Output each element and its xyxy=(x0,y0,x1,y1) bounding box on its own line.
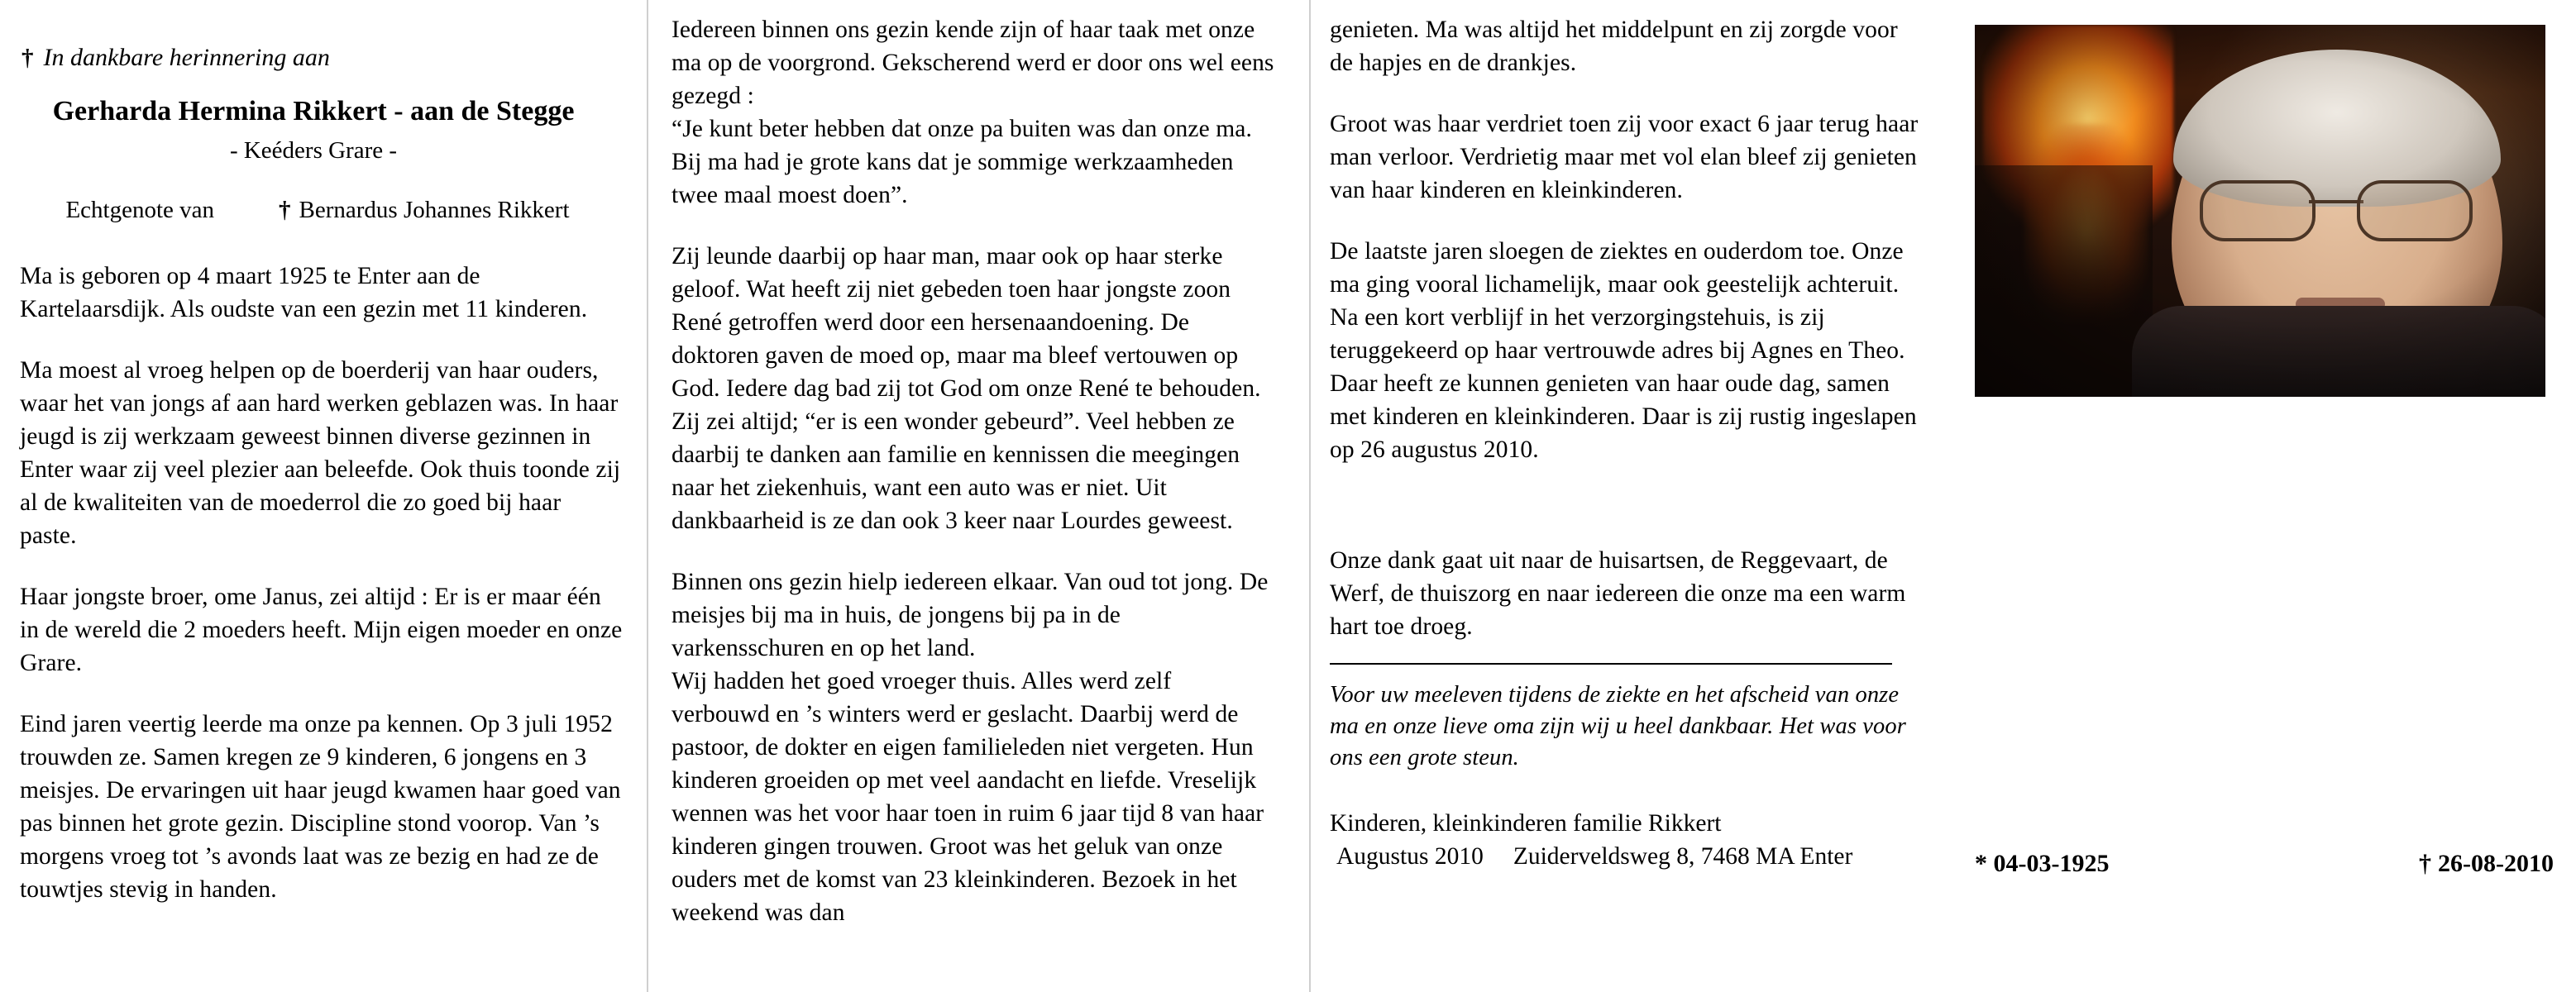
death-date-group xyxy=(2419,850,2554,878)
spouse-name: Bernardus Johannes Rikkert xyxy=(299,197,570,223)
portrait-photo xyxy=(1975,25,2545,397)
col3-italic-note: Voor uw meeleven tijdens de ziekte en het afscheid van onze ma en onze lieve oma zijn wij u heel dankbaar. Het was voor ons een grote steun. xyxy=(1330,682,1906,770)
in-memoriam-line xyxy=(20,43,624,73)
cross-icon: † xyxy=(22,45,34,71)
closing-family: Kinderen, kleinkinderen familie Rikkert xyxy=(1330,810,1722,837)
life-dates xyxy=(1975,850,2554,878)
col2-paragraph-3: Zij leunde daarbij op haar man, maar ook op haar sterke geloof. Wat heeft zij niet gebeden toen haar jongste zoon René getroffen werd door een hersenaandoening. De doktoren gaven de moed op, maar ma bleef vertouwen op God. Iedere dag bad zij tot God om onze René te behouden. Zij zei altijd; “er is een wonder gebeurd”. Veel hebben ze daarbij te danken aan familie en kennissen die meegingen naar het ziekenhuis, want een auto was er niet. Uit dankbaarheid is ze dan ook 3 keer naar Lourdes geweest. xyxy=(671,243,1261,534)
col2-paragraph-4: Binnen ons gezin hielp iedereen elkaar. Van oud tot jong. De meisjes bij ma in huis, de jongens bij pa in de varkensschuren en op het land. xyxy=(671,569,1269,661)
deceased-name: Gerharda Hermina Rikkert - aan de Stegge xyxy=(52,96,575,126)
spouse-row xyxy=(20,195,624,225)
closing-address: Zuiderveldsweg 8, 7468 MA Enter xyxy=(1513,843,1853,870)
col1-paragraph-4: Eind jaren veertig leerde ma onze pa kennen. Op 3 juli 1952 trouwden ze. Samen kregen ze 9 kinderen, 6 jongens en 3 meisjes. De ervaringen uit haar jeugd kwamen haar goed van pas binnen het grote gezin. Discipline stond voorop. Van ’s morgens vroeg tot ’s avonds laat was ze bezig en had ze de touwtjes stevig in handen. xyxy=(20,711,621,903)
col2-paragraph-1: Iedereen binnen ons gezin kende zijn of haar taak met onze ma op de voorgrond. Gekscherend werd er door ons wel eens gezegd : xyxy=(671,17,1274,109)
closing-row xyxy=(1330,840,1925,873)
cross-icon-death: † xyxy=(2419,850,2432,877)
column-2 xyxy=(671,0,1275,929)
death-date: 26-08-2010 xyxy=(2438,850,2554,877)
col1-paragraph-1: Ma is geboren op 4 maart 1925 te Enter aan de Kartelaarsdijk. Als oudste van een gezin met 11 kinderen. xyxy=(20,263,588,322)
col3-thanks-paragraph: Onze dank gaat uit naar de huisartsen, de Reggevaart, de Werf, de thuiszorg en naar iedereen die onze ma een warm hart toe droeg. xyxy=(1330,547,1906,640)
closing-block xyxy=(1330,807,1925,873)
section-divider xyxy=(1330,663,1892,665)
col1-paragraph-3: Haar jongste broer, ome Janus, zei altijd : Er is er maar één in de wereld die 2 moeders heeft. Mijn eigen moeder en onze Grare. xyxy=(20,584,623,676)
col2-paragraph-5: Wij hadden het goed vroeger thuis. Alles werd zelf verbouwd en ’s winters werd er geslacht. Daarbij werd de pastoor, de dokter en eigen familieleden niet vergeten. Hun kinderen groeiden op met veel aandacht en liefde. Vreselijk wennen was het voor haar toen in ruim 6 jaar tijd 8 van haar kinderen gingen trouwen. Groot was het geluk van onze ouders met de komst van 23 kleinkinderen. Bezoek in het weekend was dan xyxy=(671,668,1264,926)
closing-date: Augustus 2010 xyxy=(1336,843,1484,870)
cross-icon-spouse: † xyxy=(279,197,291,223)
column-divider-2 xyxy=(1309,0,1311,992)
in-memoriam-text: In dankbare herinnering aan xyxy=(43,44,330,71)
col3-paragraph-3: De laatste jaren sloegen de ziektes en ouderdom toe. Onze ma ging vooral lichamelijk, maar ook geestelijk achteruit. Na een kort verblijf in het verzorgingstehuis, is zij teruggekeerd op haar vertrouwde adres bij Agnes en Theo. Daar heeft ze kunnen genieten van haar oude dag, samen met kinderen en kleinkinderen. Daar is zij rustig ingeslapen op 26 augustus 2010. xyxy=(1330,238,1917,463)
col3-paragraph-2: Groot was haar verdriet toen zij voor exact 6 jaar terug haar man verloor. Verdrietig maar met vol elan bleef zij genieten van haar kinderen en kleinkinderen. xyxy=(1330,111,1919,203)
col1-paragraph-2: Ma moest al vroeg helpen op de boerderij van haar ouders, waar het van jongs af aan hard werken geblazen was. In haar jeugd is zij werkzaam geweest binnen diverse gezinnen in Enter waar zij veel plezier aan beleefde. Ook thuis toonde zij al de kwaliteiten van de moederrol die zo goed bij haar paste. xyxy=(20,357,621,549)
column-1 xyxy=(20,0,624,934)
deceased-nickname: - Keéders Grare - xyxy=(229,137,398,164)
column-3 xyxy=(1330,0,1925,873)
col3-paragraph-1: genieten. Ma was altijd het middelpunt en zij zorgde voor de hapjes en de drankjes. xyxy=(1330,17,1898,76)
col2-paragraph-2: “Je kunt beter hebben dat onze pa buiten was dan onze ma. Bij ma had je grote kans dat je sommige werkzaamheden twee maal moest doen”. xyxy=(671,116,1252,208)
birth-date: * 04-03-1925 xyxy=(1975,850,2110,877)
photo-vignette xyxy=(1975,25,2545,397)
spouse-label: Echtgenote van xyxy=(65,197,215,223)
column-divider-1 xyxy=(647,0,648,992)
